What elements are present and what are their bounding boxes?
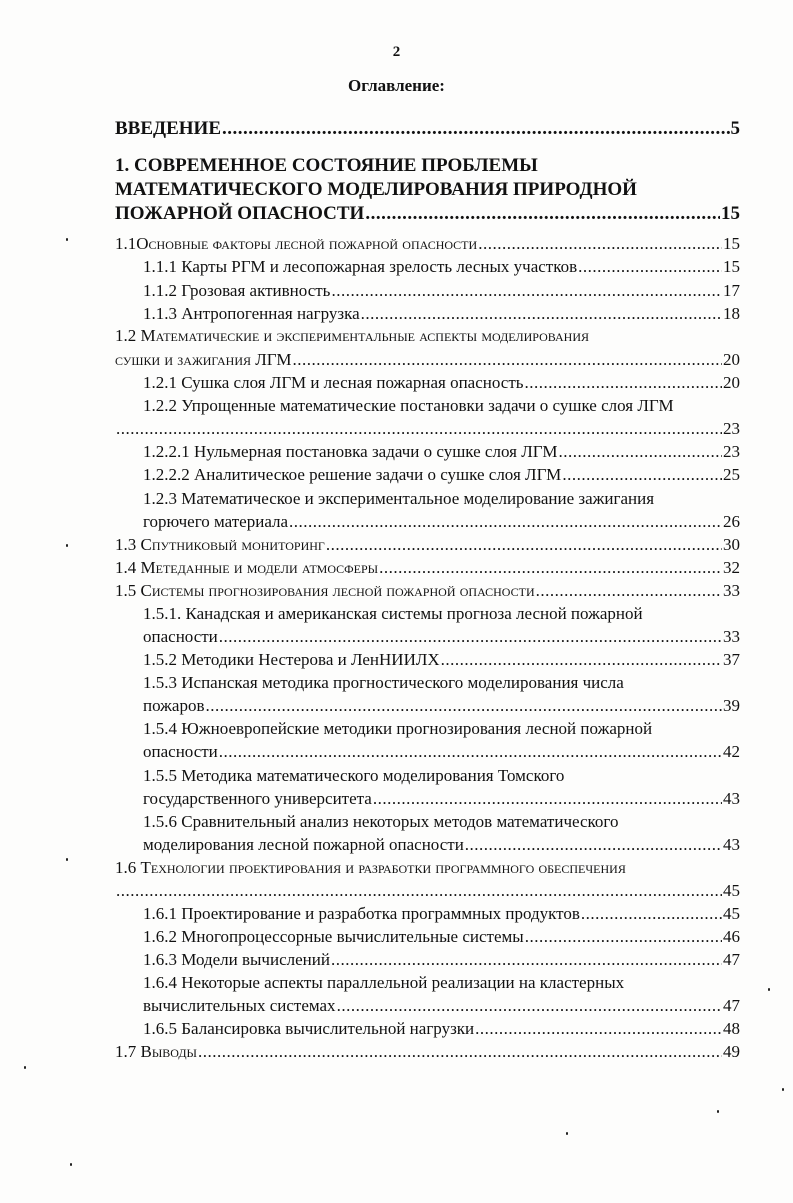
page-number: 2	[392, 44, 401, 60]
toc-page-number: 32	[723, 558, 740, 577]
leader-dots	[475, 1018, 722, 1040]
toc-entry-1-5-4-line1: 1.5.4 Южноевропейские методики прогнозирования лесной пожарной	[143, 719, 653, 738]
toc-entry-text: 1.6.2 Многопроцессорные вычислительные системы	[143, 927, 524, 946]
leader-dots	[116, 880, 722, 902]
toc-entry-1-2[interactable]	[115, 349, 740, 371]
toc-entry-1-6-5[interactable]	[143, 1018, 740, 1040]
scan-speck	[717, 1110, 719, 1113]
toc-entry-1-6-2[interactable]	[143, 926, 740, 948]
toc-entry-text: 1.5 Системы прогнозирования лесной пожарной опасности	[115, 581, 535, 600]
leader-dots	[116, 418, 722, 440]
leader-dots	[331, 280, 722, 302]
toc-entry-1-2-line1: 1.2 Математические и экспериментальные аспекты моделирования	[115, 326, 589, 345]
toc-page-number: 47	[723, 996, 740, 1015]
leader-dots	[289, 511, 722, 533]
toc-page-number: 20	[723, 373, 740, 392]
toc-page-number: 33	[723, 627, 740, 646]
toc-entry-text: 1.2.2.1 Нульмерная постановка задачи о сушке слоя ЛГМ	[143, 442, 558, 461]
toc-entry-1-4[interactable]	[115, 557, 740, 579]
toc-entry-text: моделирования лесной пожарной опасности	[143, 835, 464, 854]
leader-dots	[373, 788, 722, 810]
toc-page-number: 23	[723, 442, 740, 461]
toc-entry-1-2-2-1[interactable]	[143, 441, 740, 463]
toc-page-number: 42	[723, 742, 740, 761]
toc-entry-text: горючего материала	[143, 512, 289, 531]
toc-entry-1-5-6-line1: 1.5.6 Сравнительный анализ некоторых методов математического	[143, 812, 619, 831]
toc-page-number: 48	[723, 1019, 740, 1038]
toc-entry-1-1[interactable]	[115, 233, 740, 255]
toc-page-number: 5	[730, 118, 740, 139]
toc-page-number: 26	[723, 512, 740, 531]
toc-entry-text: 1.1.2 Грозовая активность	[143, 281, 331, 300]
toc-entry-text: 1.6.1 Проектирование и разработка программных продуктов	[143, 904, 580, 923]
toc-page-number: 43	[723, 789, 740, 808]
scan-speck	[24, 1066, 26, 1069]
toc-page-number: 47	[723, 950, 740, 969]
toc-entry-1-6-1[interactable]	[143, 903, 740, 925]
leader-dots	[219, 626, 722, 648]
toc-entry-1-5-5-line1: 1.5.5 Методика математического моделирования Томского	[143, 766, 565, 785]
toc-entry-ch1-line1: 1. СОВРЕМЕННОЕ СОСТОЯНИЕ ПРОБЛЕМЫ	[115, 155, 538, 176]
toc-entry-text: ВВЕДЕНИЕ	[115, 118, 221, 139]
leader-dots	[465, 834, 722, 856]
toc-entry-1-2-2[interactable]	[115, 418, 740, 440]
leader-dots	[361, 303, 722, 325]
toc-entry-text: государственного университета	[143, 789, 372, 808]
scan-speck	[566, 1132, 568, 1135]
toc-page-number: 23	[723, 419, 740, 438]
toc-page-number: 20	[723, 350, 740, 369]
leader-dots	[581, 903, 722, 925]
toc-entry-1-2-1[interactable]	[143, 372, 740, 394]
leader-dots	[365, 202, 720, 226]
leader-dots	[198, 1041, 722, 1063]
toc-entry-1-6[interactable]	[115, 880, 740, 902]
toc-entry-text: 1.1.1 Карты РГМ и лесопожарная зрелость лесных участков	[143, 257, 578, 276]
toc-entry-1-2-2-2[interactable]	[143, 464, 740, 486]
toc-entry-text: 1.6.5 Балансировка вычислительной нагрузки	[143, 1019, 475, 1038]
scan-speck	[66, 238, 68, 241]
leader-dots	[525, 372, 723, 394]
toc-page-number: 18	[723, 304, 740, 323]
leader-dots	[326, 534, 722, 556]
leader-dots	[525, 926, 722, 948]
toc-entry-1-2-3-line1: 1.2.3 Математическое и экспериментальное моделирование зажигания	[143, 489, 655, 508]
leader-dots	[536, 580, 722, 602]
toc-entry-1-6-4[interactable]	[143, 995, 740, 1017]
toc-entry-text: 1.3 Спутниковый мониторинг	[115, 535, 325, 554]
toc-entry-1-1-2[interactable]	[143, 280, 740, 302]
toc-entry-1-5-5[interactable]	[143, 788, 740, 810]
toc-page-number: 17	[723, 281, 740, 300]
toc-page-number: 49	[723, 1042, 740, 1061]
toc-page-number: 46	[723, 927, 740, 946]
toc-entry-1-5-2[interactable]	[143, 649, 740, 671]
leader-dots	[219, 741, 722, 763]
scan-speck	[66, 544, 68, 547]
toc-page-number: 33	[723, 581, 740, 600]
toc-entry-text: вычислительных системах	[143, 996, 336, 1015]
toc-page-number: 15	[721, 203, 740, 224]
toc-entry-1-2-2-line1: 1.2.2 Упрощенные математические постановки задачи о сушке слоя ЛГМ	[143, 396, 674, 415]
toc-entry-1-7[interactable]	[115, 1041, 740, 1063]
scan-speck	[768, 988, 770, 991]
toc-entry-text: 1.1.3 Антропогенная нагрузка	[143, 304, 360, 323]
toc-entry-text: ПОЖАРНОЙ ОПАСНОСТИ	[115, 203, 365, 224]
toc-entry-1-6-4-line1: 1.6.4 Некоторые аспекты параллельной реализации на кластерных	[143, 973, 625, 992]
toc-page-number: 39	[723, 696, 740, 715]
toc-entry-1-5-6[interactable]	[143, 834, 740, 856]
toc-entry-text: опасности	[143, 742, 218, 761]
leader-dots	[558, 441, 722, 463]
toc-entry-text: сушки и зажигания ЛГМ	[115, 350, 292, 369]
toc-entry-1-3[interactable]	[115, 534, 740, 556]
toc-entry-text: опасности	[143, 627, 218, 646]
toc-page-number: 43	[723, 835, 740, 854]
toc-entry-ch1-line2: МАТЕМАТИЧЕСКОГО МОДЕЛИРОВАНИЯ ПРИРОДНОЙ	[115, 179, 637, 200]
toc-page-number: 15	[723, 257, 740, 276]
toc-page-number: 15	[723, 234, 740, 253]
toc-entry-1-5-1[interactable]	[143, 626, 740, 648]
toc-entry-ch1[interactable]	[115, 202, 740, 226]
leader-dots	[441, 649, 722, 671]
toc-entry-1-1-3[interactable]	[143, 303, 740, 325]
toc-entry-text: 1.1Основные факторы лесной пожарной опасности	[115, 234, 478, 253]
leader-dots	[206, 695, 723, 717]
toc-page-number: 45	[723, 904, 740, 923]
toc-entry-1-1-1[interactable]	[143, 256, 740, 278]
leader-dots	[331, 949, 722, 971]
toc-entry-text: 1.7 Выводы	[115, 1042, 198, 1061]
toc-page-number: 45	[723, 881, 740, 900]
toc-entry-text: 1.2.2.2 Аналитическое решение задачи о сушке слоя ЛГМ	[143, 465, 562, 484]
leader-dots	[562, 464, 722, 486]
toc-entry-text: 1.4 Метеданные и модели атмосферы	[115, 558, 379, 577]
toc-entry-1-6-line1: 1.6 Технологии проектирования и разработки программного обеспечения	[115, 858, 626, 877]
toc-entry-text: пожаров	[143, 696, 205, 715]
leader-dots	[337, 995, 722, 1017]
toc-entry-1-2-3[interactable]	[143, 511, 740, 533]
toc-title: Оглавление:	[348, 76, 445, 95]
leader-dots	[379, 557, 722, 579]
toc-entry-text: 1.6.3 Модели вычислений	[143, 950, 330, 969]
toc-entry-intro[interactable]	[115, 117, 740, 141]
toc-entry-text: 1.2.1 Сушка слоя ЛГМ и лесная пожарная опасность	[143, 373, 524, 392]
toc-page-number: 37	[723, 650, 740, 669]
toc-entry-1-5-3-line1: 1.5.3 Испанская методика прогностического моделирования числа	[143, 673, 624, 692]
toc-entry-1-6-3[interactable]	[143, 949, 740, 971]
toc-entry-1-5-3[interactable]	[143, 695, 740, 717]
leader-dots	[578, 256, 722, 278]
toc-entry-1-5-4[interactable]	[143, 741, 740, 763]
leader-dots	[478, 233, 722, 255]
toc-page-number: 25	[723, 465, 740, 484]
scan-speck	[782, 1088, 784, 1091]
toc-page-number: 30	[723, 535, 740, 554]
toc-entry-text: 1.5.2 Методики Нестерова и ЛенНИИЛХ	[143, 650, 440, 669]
toc-entry-1-5[interactable]	[115, 580, 740, 602]
leader-dots	[293, 349, 722, 371]
leader-dots	[222, 117, 730, 141]
toc-entry-1-5-1-line1: 1.5.1. Канадская и американская системы прогноза лесной пожарной	[143, 604, 643, 623]
scan-speck	[70, 1163, 72, 1166]
scan-speck	[66, 858, 68, 861]
